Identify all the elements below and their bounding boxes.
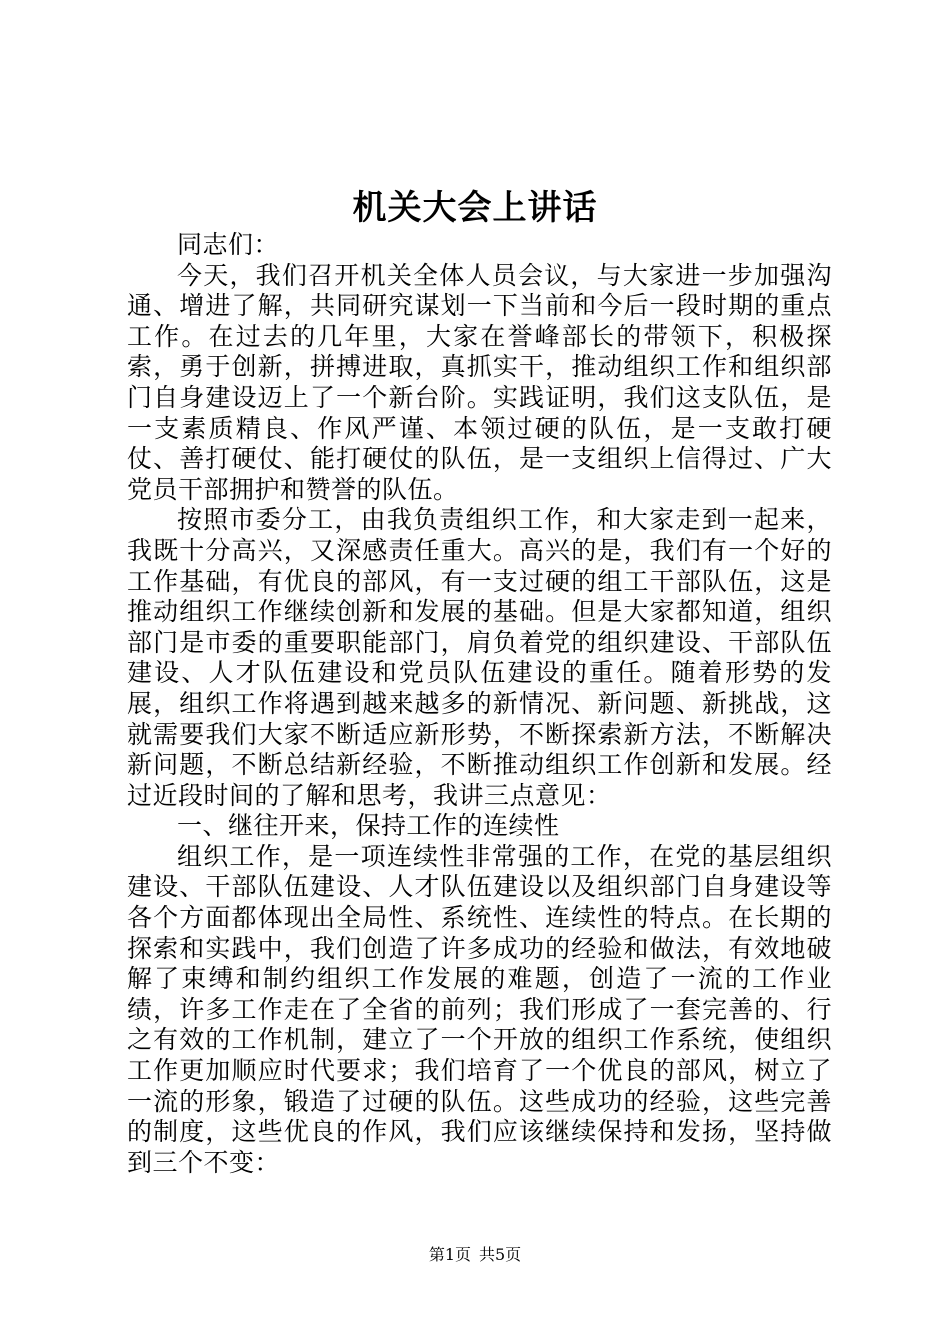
page-number: 第1页 — [428, 1245, 471, 1264]
paragraph-responsibility: 按照市委分工，由我负责组织工作，和大家走到一起来，我既十分高兴，又深感责任重大。高兴的是，我们有一个好的工作基础，有优良的部风，有一支过硬的组工干部队伍，这是推动组织工作继续创新和发展的基础。但是大家都知道，组织部门是市委的重要职能部门，肩负着党的组织建设、干部队伍建设、人才队伍建设和党员队伍建设的重任。随着形势的发展，组织工作将遇到越来越多的新情况、新问题、新挑战，这就需要我们大家不断适应新形势，不断探索新方法，不断解决新问题，不断总结新经验，不断推动组织工作创新和发展。经过近段时间的了解和思考，我讲三点意见： — [127, 505, 832, 810]
paragraph-continuity: 组织工作，是一项连续性非常强的工作，在党的基层组织建设、干部队伍建设、人才队伍建设以及组织部门自身建设等各个方面都体现出全局性、系统性、连续性的特点。在长期的探索和实践中，我们创造了许多成功的经验和做法，有效地破解了束缚和制约组织工作发展的难题，创造了一流的工作业绩，许多工作走在了全省的前列；我们形成了一套完善的、行之有效的工作机制，建立了一个开放的组织工作系统，使组织工作更加顺应时代要求；我们培育了一个优良的部风，树立了一流的形象，锻造了过硬的队伍。这些成功的经验，这些完善的制度，这些优良的作风，我们应该继续保持和发扬，坚持做到三个不变： — [127, 841, 832, 1177]
paragraph-opening: 今天，我们召开机关全体人员会议，与大家进一步加强沟通、增进了解，共同研究谋划一下当前和今后一段时期的重点工作。在过去的几年里，大家在誉峰部长的带领下，积极探索，勇于创新，拼搏进取，真抓实干，推动组织工作和组织部门自身建设迈上了一个新台阶。实践证明，我们这支队伍，是一支素质精良、作风严谨、本领过硬的队伍，是一支敢打硬仗、善打硬仗、能打硬仗的队伍，是一支组织上信得过、广大党员干部拥护和赞誉的队伍。 — [127, 260, 832, 504]
document-body — [127, 230, 832, 1178]
paragraph-salutation: 同志们： — [177, 230, 280, 259]
page-footer — [0, 1244, 950, 1266]
section-heading-1: 一、继往开来，保持工作的连续性 — [177, 811, 560, 841]
document-title: 机关大会上讲话 — [352, 188, 598, 228]
page-total: 共5页 — [479, 1245, 522, 1264]
